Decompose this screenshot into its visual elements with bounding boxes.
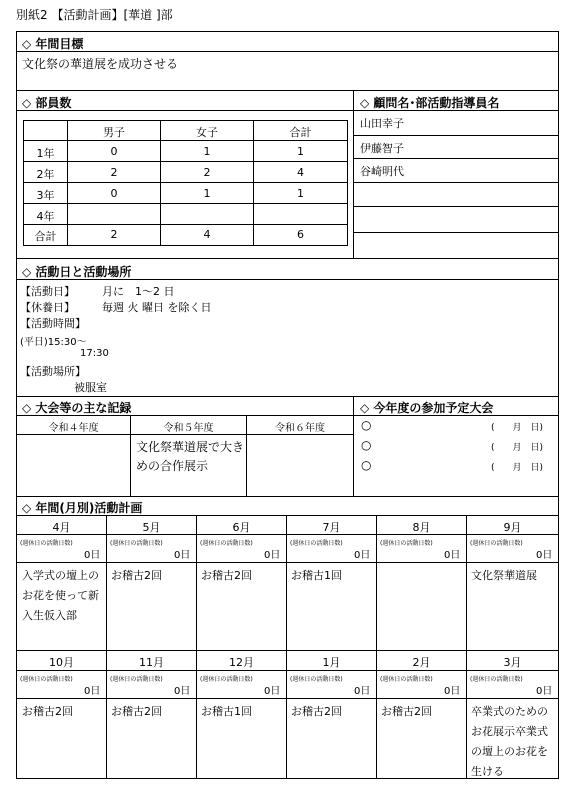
month-label: 10月 bbox=[49, 656, 74, 669]
rest-days-caption: (週休日の活動日数) bbox=[380, 676, 433, 683]
month-label: 3月 bbox=[503, 656, 522, 669]
month-label: 12月 bbox=[229, 656, 254, 669]
members-cell: 1 bbox=[297, 145, 304, 158]
members-row-label: 4年 bbox=[36, 210, 55, 223]
month-label: 8月 bbox=[412, 521, 431, 534]
month-plan: お稽古1回 bbox=[291, 569, 342, 582]
rest-days-count: 0日 bbox=[536, 550, 553, 561]
members-row-label: 1年 bbox=[36, 147, 55, 160]
advisors-section-title: ◇ 顧問名･部活動指導員名 bbox=[360, 96, 500, 110]
goal-text: 文化祭の華道展を成功させる bbox=[22, 57, 179, 71]
month-label: 4月 bbox=[52, 521, 71, 534]
annual-section-title: ◇ 年間(月別)活動計画 bbox=[22, 501, 143, 515]
records-header-year: 令和５年度 bbox=[163, 423, 214, 434]
month-plan: 文化祭華道展 bbox=[471, 569, 537, 582]
activity-time-line1: (平日)15:30～ bbox=[20, 337, 87, 348]
schedule-section-title: ◇ 活動日と活動場所 bbox=[22, 265, 132, 279]
month-plan: お稽古2回 bbox=[381, 705, 432, 718]
activity-days-label: 【活動日】 bbox=[20, 285, 75, 298]
month-plan: お稽古2回 bbox=[22, 705, 73, 718]
rest-day-value: 毎週 火 曜日 を除く日 bbox=[102, 301, 212, 314]
month-label: 1月 bbox=[322, 656, 341, 669]
month-label: 5月 bbox=[142, 521, 161, 534]
members-cell: 1 bbox=[203, 187, 211, 200]
rest-days-count: 0日 bbox=[84, 550, 101, 561]
rest-days-caption: (週休日の活動日数) bbox=[200, 676, 253, 683]
planned-mark: ○ bbox=[361, 458, 372, 472]
month-plan: 入学式の壇上のお花を使って新入生仮入部 bbox=[22, 569, 99, 622]
month-label: 6月 bbox=[232, 521, 251, 534]
activity-place-value: 被服室 bbox=[74, 381, 107, 394]
members-row-label: 2年 bbox=[36, 168, 55, 181]
advisor-name: 谷崎明代 bbox=[360, 165, 404, 178]
month-plan: お稽古2回 bbox=[111, 569, 162, 582]
month-plan: 卒業式のためのお花展示卒業式の壇上のお花を生ける bbox=[471, 705, 548, 778]
rest-days-count: 0日 bbox=[444, 550, 461, 561]
planned-date: ( 月 日) bbox=[491, 423, 544, 433]
rest-days-count: 0日 bbox=[264, 550, 281, 561]
records-section-title: ◇ 大会等の主な記録 bbox=[22, 401, 132, 415]
members-header-girls: 女子 bbox=[196, 126, 218, 139]
members-cell: 1 bbox=[203, 145, 211, 158]
rest-days-count: 0日 bbox=[444, 686, 461, 697]
rest-days-count: 0日 bbox=[84, 686, 101, 697]
planned-section-title: ◇ 今年度の参加予定大会 bbox=[360, 401, 494, 415]
month-label: 7月 bbox=[322, 521, 341, 534]
members-row-label: 合計 bbox=[34, 230, 57, 243]
month-label: 11月 bbox=[139, 656, 164, 669]
members-cell: 4 bbox=[203, 228, 211, 241]
rest-days-count: 0日 bbox=[174, 686, 191, 697]
members-cell: 2 bbox=[110, 228, 118, 241]
month-plan: お稽古2回 bbox=[291, 705, 342, 718]
records-header-year: 令和４年度 bbox=[48, 423, 99, 434]
rest-days-caption: (週休日の活動日数) bbox=[110, 676, 163, 683]
goal-section-title: ◇ 年間目標 bbox=[22, 37, 84, 51]
members-row-label: 3年 bbox=[36, 189, 55, 202]
members-cell: 4 bbox=[297, 166, 304, 179]
members-header-total: 合計 bbox=[289, 126, 312, 139]
rest-day-label: 【休養日】 bbox=[20, 301, 75, 314]
month-plan: お稽古2回 bbox=[111, 705, 162, 718]
members-cell: 2 bbox=[110, 166, 118, 179]
rest-days-count: 0日 bbox=[354, 686, 371, 697]
advisor-name: 山田幸子 bbox=[360, 117, 404, 130]
month-plan: お稽古2回 bbox=[201, 569, 252, 582]
members-cell: 1 bbox=[297, 187, 304, 200]
rest-days-caption: (週休日の活動日数) bbox=[200, 540, 253, 547]
activity-place-label: 【活動場所】 bbox=[20, 365, 86, 378]
members-cell: 6 bbox=[297, 228, 304, 241]
members-header-boys: 男子 bbox=[103, 126, 125, 139]
month-plan: お稽古1回 bbox=[201, 705, 252, 718]
members-cell: 0 bbox=[110, 145, 118, 158]
activity-time-line2: 17:30 bbox=[80, 348, 109, 359]
rest-days-count: 0日 bbox=[264, 686, 281, 697]
document-header: 別紙2 【活動計画】[華道 ]部 bbox=[16, 8, 173, 22]
records-value: 文化祭華道展で大きめの合作展示 bbox=[136, 440, 245, 473]
records-header-year: 令和６年度 bbox=[275, 423, 325, 434]
month-label: 2月 bbox=[412, 656, 431, 669]
rest-days-caption: (週休日の活動日数) bbox=[290, 676, 343, 683]
activity-days-value: 月に 1～2 日 bbox=[102, 285, 175, 298]
rest-days-count: 0日 bbox=[536, 686, 553, 697]
rest-days-caption: (週休日の活動日数) bbox=[20, 676, 73, 683]
rest-days-caption: (週休日の活動日数) bbox=[470, 540, 523, 547]
members-cell: 2 bbox=[203, 166, 211, 179]
advisor-name: 伊藤智子 bbox=[360, 142, 404, 155]
rest-days-caption: (週休日の活動日数) bbox=[470, 676, 523, 683]
planned-mark: ○ bbox=[361, 418, 372, 432]
planned-date: ( 月 日) bbox=[491, 443, 544, 453]
members-cell: 0 bbox=[110, 187, 118, 200]
members-section-title: ◇ 部員数 bbox=[22, 96, 72, 110]
rest-days-caption: (週休日の活動日数) bbox=[20, 540, 73, 547]
rest-days-caption: (週休日の活動日数) bbox=[110, 540, 163, 547]
planned-date: ( 月 日) bbox=[491, 463, 544, 473]
planned-mark: ○ bbox=[361, 438, 372, 452]
rest-days-count: 0日 bbox=[354, 550, 371, 561]
rest-days-caption: (週休日の活動日数) bbox=[380, 540, 433, 547]
month-label: 9月 bbox=[503, 521, 522, 534]
rest-days-caption: (週休日の活動日数) bbox=[290, 540, 343, 547]
rest-days-count: 0日 bbox=[174, 550, 191, 561]
activity-time-label: 【活動時間】 bbox=[20, 317, 86, 330]
